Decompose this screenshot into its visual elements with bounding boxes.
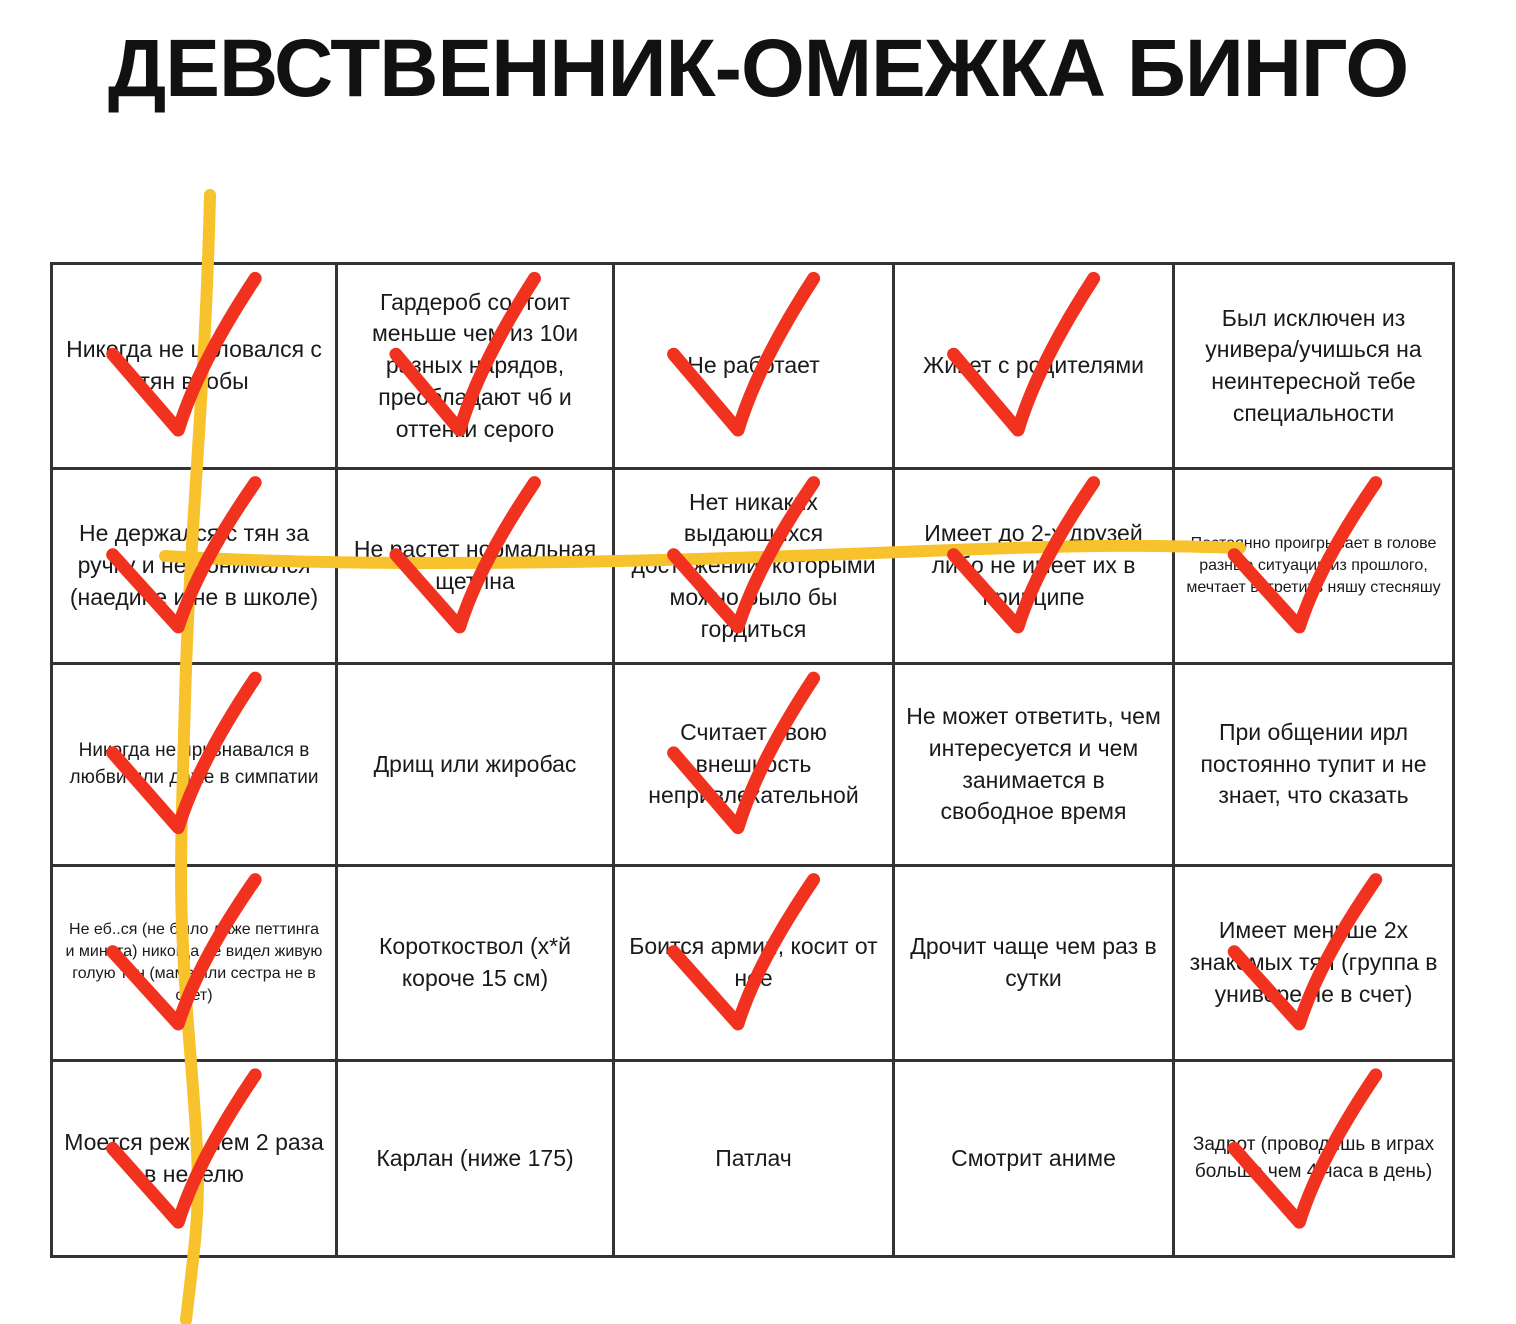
bingo-cell[interactable]: При общении ирл постоянно тупит и не знает, что сказать xyxy=(1175,665,1452,867)
bingo-cell[interactable]: Дрищ или жиробас xyxy=(338,665,615,867)
bingo-cell[interactable]: Не растет нормальная щетина xyxy=(338,470,615,665)
bingo-cell[interactable]: Не держался с тян за ручку и не обнимался (наедине и не в школе) xyxy=(53,470,338,665)
bingo-cell[interactable]: Боится армии, косит от нее xyxy=(615,867,895,1062)
bingo-cell[interactable]: Гардероб состоит меньше чем из 10и разных нарядов, преобладают чб и оттенки серого xyxy=(338,265,615,470)
bingo-cell[interactable]: Не работает xyxy=(615,265,895,470)
bingo-cell[interactable]: Имеет до 2-х друзей либо не имеет их в принципе xyxy=(895,470,1175,665)
bingo-cell[interactable]: Не может ответить, чем интересуется и чем занимается в свободное время xyxy=(895,665,1175,867)
bingo-cell[interactable]: Задрот (проводишь в играх больше чем 4 часа в день) xyxy=(1192,1134,1435,1182)
bingo-cell[interactable]: Нет никаких выдающихся достижений, которыми можно было бы гордиться xyxy=(615,470,895,665)
bingo-cell[interactable]: Не еб..ся (не было даже петтинга и минета) никогда не видел живую голую тян (мама или сестра не в счет) xyxy=(53,867,338,1062)
page-title: ДЕВСТВЕННИК-ОМЕЖКА БИНГО xyxy=(107,23,1409,114)
bingo-grid xyxy=(50,262,1455,1258)
bingo-cell[interactable]: Смотрит аниме xyxy=(895,1062,1175,1255)
bingo-cell[interactable]: Короткоствол (х*й короче 15 см) xyxy=(338,867,615,1062)
bingo-cell[interactable]: Никогда не целовался с тян вообы xyxy=(53,265,338,470)
bingo-cell[interactable]: Никогда не признавался в любви или даже в симпатии xyxy=(53,665,338,867)
bingo-cell[interactable]: Считает свою внешность непривлекательной xyxy=(615,665,895,867)
bingo-cell[interactable]: Был исключен из универа/учишься на неинтересной тебе специальности xyxy=(1175,265,1452,470)
bingo-cell[interactable]: Моется реже чем 2 раза в неделю xyxy=(53,1062,338,1255)
bingo-cell[interactable]: Постоянно проигрывает в голове разные ситуации из прошлого, мечтает встретить няшу стесняшу xyxy=(1175,470,1452,665)
bingo-cell[interactable]: Живет с родителями xyxy=(895,265,1175,470)
bingo-cell[interactable]: Карлан (ниже 175) xyxy=(338,1062,615,1255)
bingo-cell[interactable]: Патлач xyxy=(615,1062,895,1255)
bingo-cell[interactable]: Имеет меньше 2х знакомых тян (группа в универе не в счет) xyxy=(1175,867,1452,1062)
bingo-cell[interactable]: Дрочит чаще чем раз в сутки xyxy=(895,867,1175,1062)
